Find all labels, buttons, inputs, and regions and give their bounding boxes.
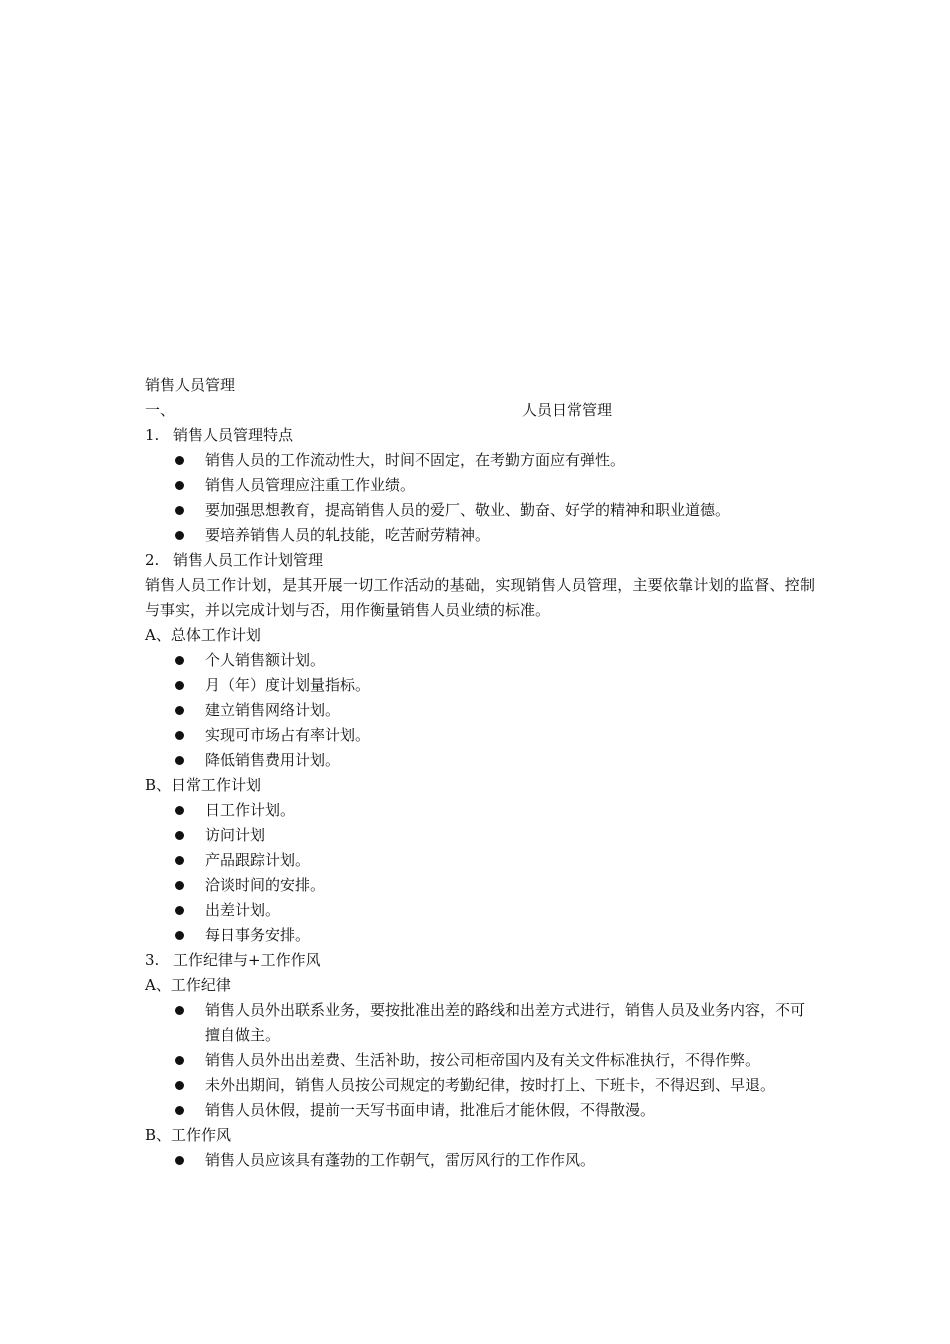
list-item [145, 823, 815, 848]
bullet-list [145, 998, 815, 1123]
bullet-icon [175, 1006, 184, 1015]
list-item-text: 日工作计划。 [205, 801, 296, 819]
heading-text: 销售人员管理特点 [173, 426, 294, 444]
heading-text: 工作纪律与+工作作风 [173, 951, 321, 969]
list-item [145, 923, 815, 948]
list-item [145, 723, 815, 748]
list-item [145, 898, 815, 923]
bullet-list [145, 448, 815, 548]
list-item-text: 出差计划。 [205, 901, 281, 919]
bullet-icon [175, 731, 184, 740]
list-item-text: 销售人员管理应注重工作业绩。 [205, 476, 416, 494]
list-item-text: 要加强思想教育，提高销售人员的爱厂、敬业、勤奋、好学的精神和职业道德。 [205, 501, 731, 519]
bullet-list [145, 798, 815, 948]
list-item [145, 1073, 815, 1098]
list-item-text: 访问计划 [205, 826, 266, 844]
list-item-text: 销售人员休假，提前一天写书面申请，批准后才能休假，不得散漫。 [205, 1101, 656, 1119]
list-item-text: 销售人员的工作流动性大，时间不固定，在考勤方面应有弹性。 [205, 451, 626, 469]
list-item [145, 473, 815, 498]
bullet-icon [175, 881, 184, 890]
bullet-icon [175, 506, 184, 515]
list-item [145, 798, 815, 823]
list-item-text: 销售人员应该具有蓬勃的工作朝气，雷厉风行的工作作风。 [205, 1151, 596, 1169]
list-item-text: 月（年）度计划量指标。 [205, 676, 371, 694]
list-item [145, 648, 815, 673]
document-body [145, 373, 815, 1173]
bullet-icon [175, 756, 184, 765]
bullet-icon [175, 831, 184, 840]
list-item [145, 1098, 815, 1123]
bullet-icon [175, 931, 184, 940]
list-item [145, 1048, 815, 1073]
list-item [145, 498, 815, 523]
list-item [145, 748, 815, 773]
list-item-text: 要培养销售人员的轧技能，吃苦耐劳精神。 [205, 526, 491, 544]
list-item-text: 销售人员外出联系业务，要按批准出差的路线和出差方式进行，销售人员及业务内容，不可擅自做主。 [205, 1001, 806, 1044]
heading-number: 2. [145, 551, 160, 569]
list-item-text: 洽谈时间的安排。 [205, 876, 326, 894]
bullet-icon [175, 1081, 184, 1090]
section-title: 人员日常管理 [522, 401, 613, 419]
subheading: B、工作作风 [145, 1126, 232, 1144]
subheading: B、日常工作计划 [145, 776, 262, 794]
list-item [145, 848, 815, 873]
bullet-icon [175, 1106, 184, 1115]
heading-number: 1. [145, 426, 160, 444]
list-item-text: 销售人员外出出差费、生活补助，按公司柜帝国内及有关文件标准执行，不得作弊。 [205, 1051, 761, 1069]
numbered-heading [145, 548, 815, 573]
numbered-heading [145, 423, 815, 448]
list-item-text: 降低销售费用计划。 [205, 751, 341, 769]
bullet-icon [175, 456, 184, 465]
section-heading [145, 398, 815, 423]
heading-text: 销售人员工作计划管理 [173, 551, 324, 569]
list-item [145, 998, 815, 1048]
list-item-text: 建立销售网络计划。 [205, 701, 341, 719]
bullet-icon [175, 856, 184, 865]
bullet-icon [175, 806, 184, 815]
heading-number: 3. [145, 951, 160, 969]
document-title: 销售人员管理 [145, 376, 236, 394]
list-item-text: 产品跟踪计划。 [205, 851, 311, 869]
list-item [145, 448, 815, 473]
bullet-icon [175, 706, 184, 715]
list-item-text: 未外出期间，销售人员按公司规定的考勤纪律，按时打上、下班卡，不得迟到、早退。 [205, 1076, 776, 1094]
bullet-list [145, 1148, 815, 1173]
subheading: A、总体工作计划 [145, 626, 261, 644]
list-item [145, 523, 815, 548]
bullet-icon [175, 1156, 184, 1165]
list-item [145, 673, 815, 698]
bullet-icon [175, 656, 184, 665]
paragraph: 销售人员工作计划，是其开展一切工作活动的基础，实现销售人员管理，主要依靠计划的监督、控制与事实，并以完成计划与否，用作衡量销售人员业绩的标准。 [145, 576, 815, 619]
bullet-icon [175, 681, 184, 690]
list-item-text: 实现可市场占有率计划。 [205, 726, 371, 744]
bullet-icon [175, 1056, 184, 1065]
bullet-icon [175, 906, 184, 915]
bullet-list [145, 648, 815, 773]
numbered-heading [145, 948, 815, 973]
list-item-text: 每日事务安排。 [205, 926, 311, 944]
bullet-icon [175, 531, 184, 540]
subheading: A、工作纪律 [145, 976, 231, 994]
list-item [145, 698, 815, 723]
list-item-text: 个人销售额计划。 [205, 651, 326, 669]
list-item [145, 1148, 815, 1173]
bullet-icon [175, 481, 184, 490]
list-item [145, 873, 815, 898]
section-number: 一、 [145, 401, 176, 419]
